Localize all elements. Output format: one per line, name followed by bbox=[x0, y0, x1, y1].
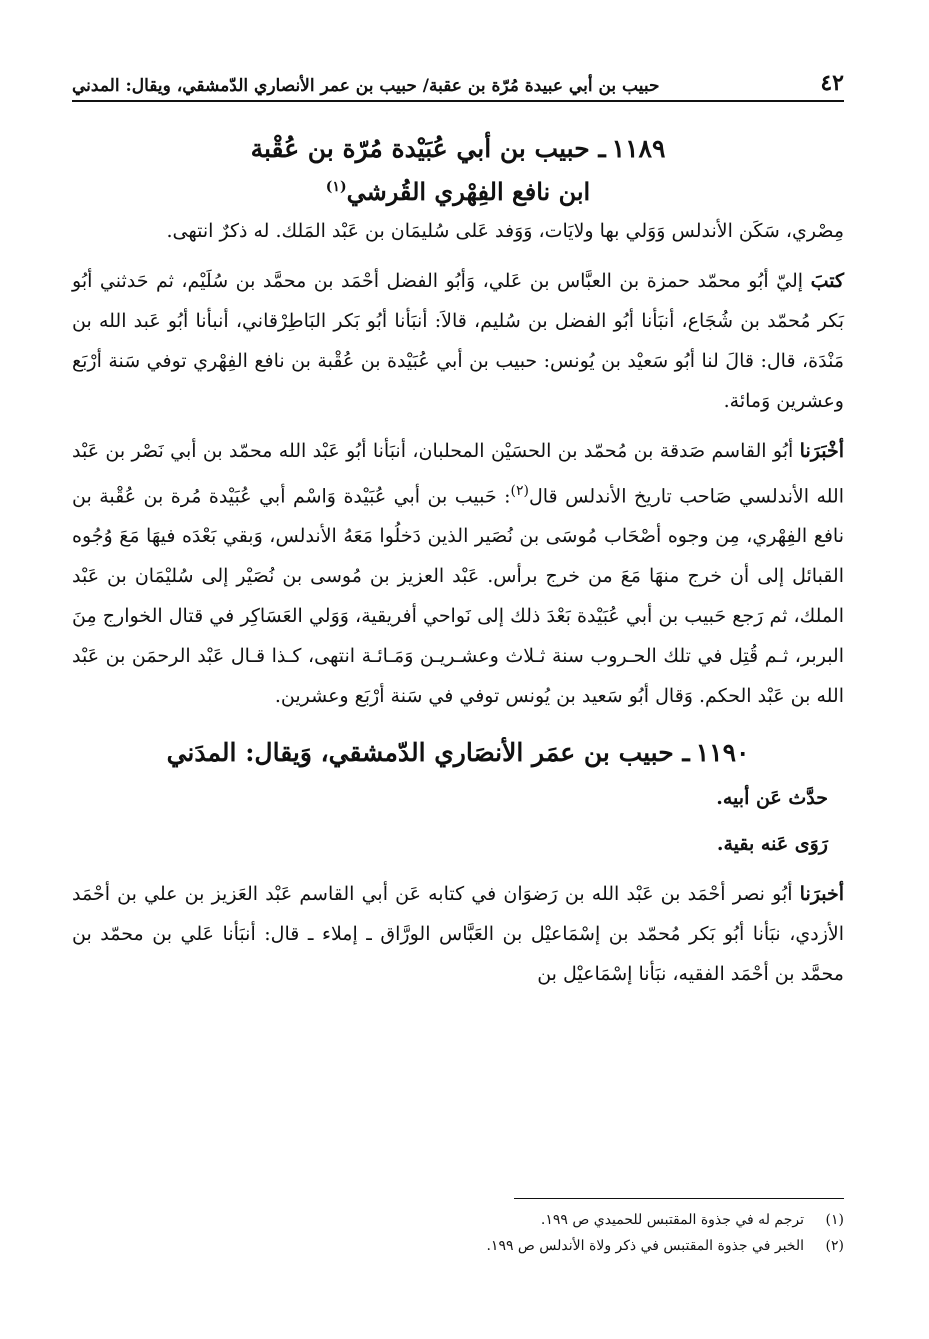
entry-1190-line-1: حدَّث عَن أبيه. bbox=[716, 787, 828, 810]
paragraph-text: أبُو نصر أحْمَد بن عَبْد الله بن رَضوَان في كتابه عَن أبي القاسم عَبْد العَزيز بن علي بن أحْمَد الأزدي، نبَأنا أبُو بَكر مُحمّد بن إسْمَاعيْل بن العَبَّاس الورَّاق ـ إملاء ـ قال: أنبَأنا عَلي بن محمّد بن محمَّد بن أحْمَد الفقيه، نبَأنا إسْمَاعيْل بن bbox=[72, 883, 844, 986]
running-header bbox=[72, 58, 844, 102]
entry-1189-paragraph-2 bbox=[72, 261, 844, 421]
paragraph-text-cont: : حَبيب بن أبي عُبَيْدة وَاسْم أبي عُبَيْدة مُرة بن عُقْبة بن نافع الفِهْري، مِن وجوه أصْحَاب مُوسَى بن نُصَير الذين دَخلُوا مَعَهُ الأندلس، وَبقي بَعْدَه فيهَا مَعَ وُجُوه القبائل إلى أن خرج منهَا مَعَ من خرج برأس. عَبْد العزيز بن مُوسى بن نُصَيْر إلى سُليْمَان بن عَبْد الملك، ثم رَجع حَبيب بن أبي عُبَيْدة بَعْدَ ذلك إلى نَواحي أفريقية، وَوَلي العَسَاكِر في قتال الخوارج مِنَ البربر، ثـم قُتِل في تلك الحـروب سنة ثـلاث وعشـريـن وَمَـائـة انتهى، كـذا قـال عَبْد الرحمَن بن عَبْد الله بن عَبْد الحكم. وَقال أبُو سَعيد بن يُونس توفي في سَنة أرْبَع وعشرين. bbox=[72, 485, 844, 708]
footnote-divider bbox=[514, 1198, 844, 1199]
running-title: حبيب بن أبي عبيدة مُرّة بن عقبة/ حبيب بن عمر الأنصاري الدّمشقي، ويقال: المدني bbox=[72, 76, 660, 96]
footnote-mark: (١) bbox=[825, 1212, 844, 1228]
footnote-ref-1: (١) bbox=[325, 179, 347, 195]
paragraph-lead-word: كتبَ bbox=[810, 270, 844, 292]
entry-number: ١١٨٩ bbox=[611, 134, 666, 163]
paragraph-text: إليّ أبُو محمّد حمزة بن العبَّاس بن عَلي، وَأبُو الفضل أحْمَد بن محمَّد بن سُلَيْم، ثم حَدثني أبُو بَكر مُحمّد بن شُجَاع، أنبَأنا أبُو الفضل بن سُليم، قالاَ: أنبَأنا أبُو بَكر البَاطِرْقاني، أنبأنا أبُو عَبد الله بن مَنْدَة، قال: قالَ لنا أبُو سَعيْد بن يُونس: حبيب بن أبي عُبَيْدة بن عُقْبة بن نافع الفِهْري توفي سَنة أرْبَع وعشرين وَمائة. bbox=[72, 270, 844, 412]
entry-title: ـ حبيب بن عمَر الأنصَاري الدّمشقي، وَيقال: المدَني bbox=[166, 738, 690, 768]
entry-1190-line-2: رَوَى عَنه بقية. bbox=[716, 833, 828, 856]
footnote-text: الخبر في جذوة المقتبس في ذكر ولاة الأندلس ص ١٩٩. bbox=[486, 1238, 804, 1254]
page-number: ٤٢ bbox=[820, 70, 844, 96]
entry-1190-paragraph bbox=[72, 874, 844, 994]
entry-1189-paragraph-1: مِصْري، سَكَن الأندلس وَوَلي بها ولايَات، وَوَفد عَلى سُليمَان بن عَبْد المَلك. له ذكرٌ انتهى. bbox=[166, 220, 844, 242]
footnotes bbox=[72, 1198, 844, 1259]
footnote-ref-2: (٢) bbox=[510, 483, 529, 499]
footnote-2 bbox=[72, 1233, 844, 1259]
footnote-1 bbox=[72, 1207, 844, 1233]
entry-1190-heading bbox=[72, 734, 844, 772]
entry-1189-heading bbox=[72, 130, 844, 168]
entry-number: ١١٩٠ bbox=[695, 738, 750, 768]
paragraph-lead-word: أخْبَرَنا bbox=[799, 440, 844, 462]
entry-title: ـ حبيب بن أبي عُبَيْدة مُرّة بن عُقْبة bbox=[250, 134, 606, 163]
entry-title-line2: ابن نافع الفِهْري القُرشي bbox=[346, 177, 591, 206]
entry-1189-paragraph-3 bbox=[72, 431, 844, 716]
footnote-text: ترجم له في جذوة المقتبس للحميدي ص ١٩٩. bbox=[540, 1212, 804, 1228]
paragraph-lead-word: أخبرَنا bbox=[799, 883, 844, 906]
paragraph-text: أبُو القاسم صَدقة بن مُحمّد بن الحسَيْن المحلبان، أنبَأنا أبُو عَبْد الله محمّد بن أبي نَصْر بن عَبْد الله الأندلسي صَاحب تاريخ الأندلس قال bbox=[72, 440, 844, 508]
entry-1189-heading-line2 bbox=[72, 168, 844, 211]
footnote-mark: (٢) bbox=[825, 1238, 844, 1254]
book-page bbox=[72, 58, 844, 1288]
